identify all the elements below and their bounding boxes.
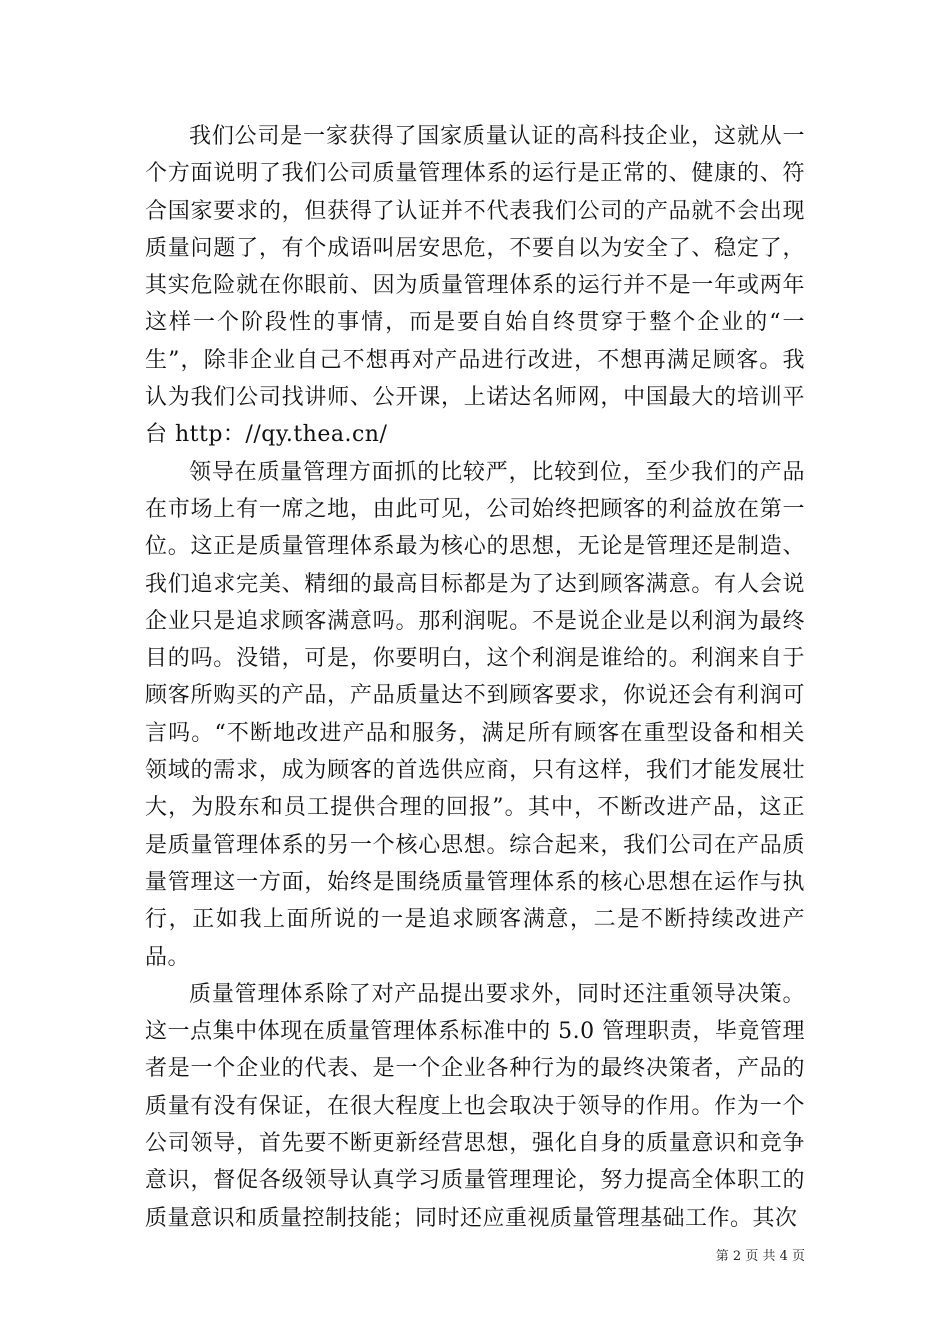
paragraph-2: 领导在质量管理方面抓的比较严，比较到位，至少我们的产品在市场上有一席之地，由此可见，公司始终把顾客的利益放在第一位。这正是质量管理体系最为核心的思想，无论是管理还是制造、我们追求完美、精细的最高目标都是为了达到顾客满意。有人会说企业只是追求顾客满意吗。那利润呢。不是说企业是以利润为最终目的吗。没错，可是，你要明白，这个利润是谁给的。利润来自于顾客所购买的产品，产品质量达不到顾客要求，你说还会有利润可言吗。“不断地改进产品和服务，满足所有顾客在重型设备和相关领域的需求，成为顾客的首选供应商，只有这样，我们才能发展壮大，为股东和员工提供合理的回报”。其中，不断改进产品，这正是质量管理体系的另一个核心思想。综合起来，我们公司在产品质量管理这一方面，始终是围绕质量管理体系的核心思想在运作与执行，正如我上面所说的一是追求顾客满意，二是不断持续改进产品。 xyxy=(145,459,805,970)
paragraph-3: 质量管理体系除了对产品提出要求外，同时还注重领导决策。这一点集中体现在质量管理体系标准中的 5.0 管理职责，毕竟管理者是一个企业的代表、是一个企业各种行为的最终决策者，产品的质量有没有保证，在很大程度上也会取决于领导的作用。作为一个公司领导，首先要不断更新经营思想，强化自身的质量意识和竞争意识，督促各级领导认真学习质量管理理论，努力提高全体职工的质量意识和质量控制技能；同时还应重视质量管理基础工作。其次 xyxy=(145,981,805,1231)
page-number-footer xyxy=(716,1248,805,1266)
page-number-label: 第 2 页 共 4 页 xyxy=(715,1249,805,1264)
paragraph-1: 我们公司是一家获得了国家质量认证的高科技企业，这就从一个方面说明了我们公司质量管理体系的运行是正常的、健康的、符合国家要求的，但获得了认证并不代表我们公司的产品就不会出现质量问题了，有个成语叫居安思危，不要自以为安全了、稳定了，其实危险就在你眼前、因为质量管理体系的运行并不是一年或两年这样一个阶段性的事情，而是要自始自终贯穿于整个企业的“一生”，除非企业自己不想再对产品进行改进，不想再满足顾客。我认为我们公司找讲师、公开课，上诺达名师网，中国最大的培训平台 http：//qy.thea.cn/ xyxy=(145,124,805,448)
document-body xyxy=(145,118,805,1237)
